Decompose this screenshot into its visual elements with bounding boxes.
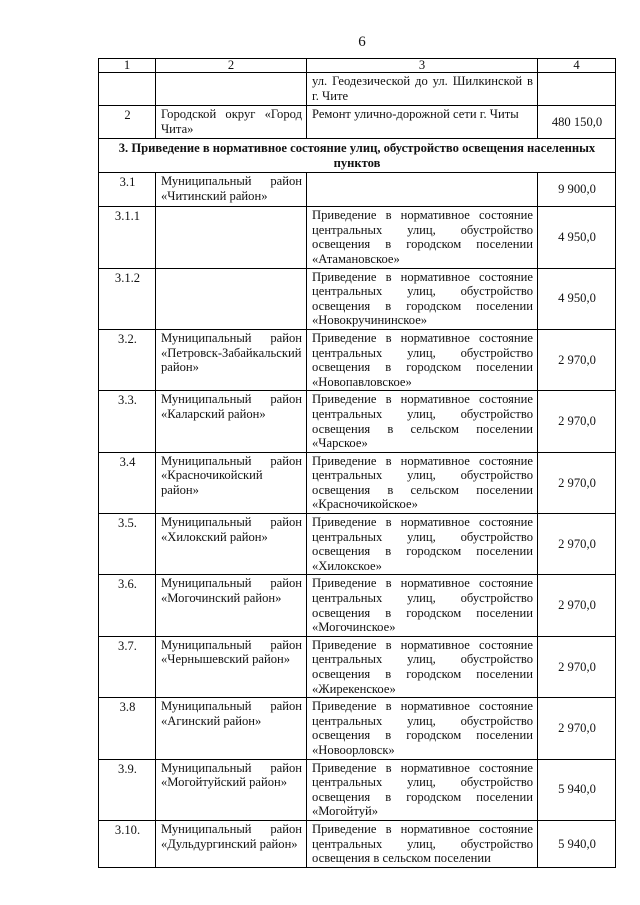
row-description: Приведение в нормативное состояние центральных улиц, обустройство освещения в городском поселении «Могойтуй» [307,759,538,820]
row-number: 3.2. [99,329,156,390]
row-amount: 4 950,0 [538,268,616,329]
row-description [307,173,538,207]
row-area: Муниципальный район «Читинский район» [156,173,307,207]
row-area [156,268,307,329]
row-amount: 480 150,0 [538,106,616,139]
table-row [99,514,616,575]
row-area: Муниципальный район «Хилокский район» [156,514,307,575]
row-amount: 2 970,0 [538,514,616,575]
row-number: 3.8 [99,698,156,759]
row-number: 3.4 [99,452,156,513]
row-number: 2 [99,106,156,139]
row-amount: 4 950,0 [538,207,616,268]
row-description: Приведение в нормативное состояние центральных улиц, обустройство освещения в сельском поселении [307,820,538,867]
row-description: Ремонт улично-дорожной сети г. Читы [307,106,538,139]
row-area [156,207,307,268]
row-description: Приведение в нормативное состояние центральных улиц, обустройство освещения в сельском поселении «Чарское» [307,391,538,452]
table-row [99,207,616,268]
row-number: 3.10. [99,820,156,867]
row-description: Приведение в нормативное состояние центральных улиц, обустройство освещения в городском поселении «Новопавловское» [307,329,538,390]
row-amount: 5 940,0 [538,759,616,820]
row-area: Муниципальный район «Каларский район» [156,391,307,452]
section-header-row [99,139,616,173]
row-amount: 2 970,0 [538,391,616,452]
table-row [99,452,616,513]
row-description: Приведение в нормативное состояние центральных улиц, обустройство освещения в сельском поселении «Красночикойское» [307,452,538,513]
table-row [99,759,616,820]
row-number: 3.3. [99,391,156,452]
table-row [99,329,616,390]
row-number: 3.1.2 [99,268,156,329]
funding-table [98,58,616,868]
table-row [99,575,616,636]
row-amount: 9 900,0 [538,173,616,207]
table-row [99,820,616,867]
table-row [99,391,616,452]
row-number: 3.5. [99,514,156,575]
header-col-2: 2 [156,59,307,73]
row-amount: 5 940,0 [538,820,616,867]
page-number: 6 [358,34,366,50]
row-description: Приведение в нормативное состояние центральных улиц, обустройство освещения в городском поселении «Могочинское» [307,575,538,636]
table-header-row [99,59,616,73]
header-col-4: 4 [538,59,616,73]
row-amount: 2 970,0 [538,698,616,759]
row-number: 3.6. [99,575,156,636]
row-description: Приведение в нормативное состояние центральных улиц, обустройство освещения в городском поселении «Атамановское» [307,207,538,268]
row-area: Муниципальный район «Дульдургинский район» [156,820,307,867]
table-row [99,73,616,106]
table-row [99,106,616,139]
row-amount: 2 970,0 [538,575,616,636]
row-amount: 2 970,0 [538,636,616,697]
table-row [99,173,616,207]
row-area: Муниципальный район «Агинский район» [156,698,307,759]
row-area: Муниципальный район «Петровск-Забайкальский район» [156,329,307,390]
row-description: ул. Геодезической до ул. Шилкинской в г. Чите [307,73,538,106]
row-number: 3.7. [99,636,156,697]
row-description: Приведение в нормативное состояние центральных улиц, обустройство освещения в городском поселении «Новокручининское» [307,268,538,329]
row-amount [538,73,616,106]
row-number [99,73,156,106]
table-row [99,698,616,759]
row-area: Муниципальный район «Чернышевский район» [156,636,307,697]
row-area: Муниципальный район «Могойтуйский район» [156,759,307,820]
row-amount: 2 970,0 [538,329,616,390]
row-number: 3.1 [99,173,156,207]
row-number: 3.1.1 [99,207,156,268]
row-area: Городской округ «Город Чита» [156,106,307,139]
header-col-1: 1 [99,59,156,73]
table-row [99,268,616,329]
row-amount: 2 970,0 [538,452,616,513]
header-col-3: 3 [307,59,538,73]
table-row [99,636,616,697]
section-title: 3. Приведение в нормативное состояние улиц, обустройство освещения населенных пунктов [99,139,616,173]
row-area: Муниципальный район «Красночикойский район» [156,452,307,513]
row-description: Приведение в нормативное состояние центральных улиц, обустройство освещения в городском поселении «Жирекенское» [307,636,538,697]
row-area [156,73,307,106]
row-description: Приведение в нормативное состояние центральных улиц, обустройство освещения в городском поселении «Новоорловск» [307,698,538,759]
row-number: 3.9. [99,759,156,820]
row-description: Приведение в нормативное состояние центральных улиц, обустройство освещения в городском поселении «Хилокское» [307,514,538,575]
row-area: Муниципальный район «Могочинский район» [156,575,307,636]
